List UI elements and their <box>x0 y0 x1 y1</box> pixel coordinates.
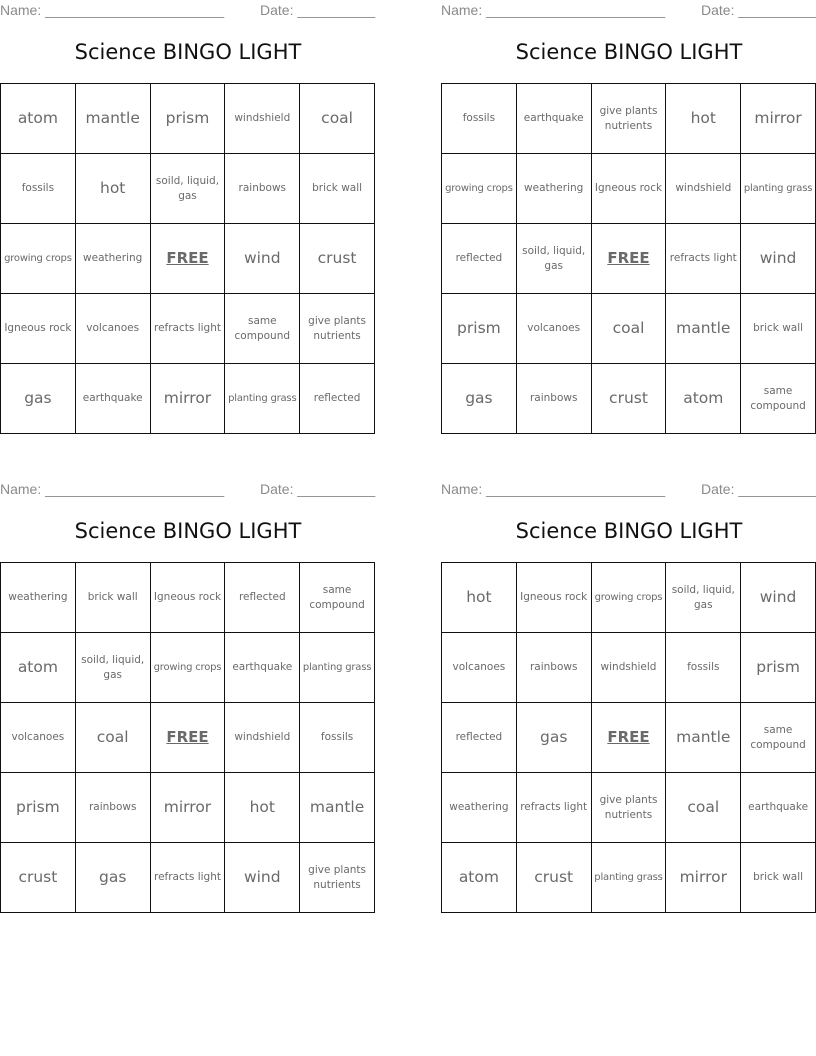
grid-row <box>1 563 375 633</box>
bingo-cell: growing crops <box>150 633 225 703</box>
name-field: Name: _______________________ <box>0 481 225 497</box>
bingo-cell: volcanoes <box>1 703 76 773</box>
bingo-cell: fossils <box>300 703 375 773</box>
bingo-cell: atom <box>1 84 76 154</box>
grid-row <box>1 773 375 843</box>
bingo-cell: hot <box>75 154 150 224</box>
bingo-cell: windshield <box>591 633 666 703</box>
bingo-cell: earthquake <box>516 84 591 154</box>
bingo-cell: volcanoes <box>75 294 150 364</box>
bingo-cell: growing crops <box>1 224 76 294</box>
bingo-cell: gas <box>75 843 150 913</box>
bingo-cell: weathering <box>442 773 517 843</box>
bingo-cell: brick wall <box>741 294 816 364</box>
grid-row <box>442 563 816 633</box>
bingo-cell: soild, liquid, gas <box>150 154 225 224</box>
grid-row <box>442 633 816 703</box>
free-space-cell: FREE <box>591 224 666 294</box>
bingo-cell: soild, liquid, gas <box>666 563 741 633</box>
bingo-grid <box>441 83 816 434</box>
bingo-cell: coal <box>591 294 666 364</box>
bingo-cell: soild, liquid, gas <box>516 224 591 294</box>
bingo-cell: refracts light <box>666 224 741 294</box>
bingo-cell: prism <box>1 773 76 843</box>
bingo-cell: windshield <box>225 703 300 773</box>
bingo-cell: mirror <box>150 364 225 434</box>
bingo-cell: wind <box>741 563 816 633</box>
bingo-cell: brick wall <box>75 563 150 633</box>
grid-row <box>442 843 816 913</box>
card-header <box>441 479 816 501</box>
bingo-cell: gas <box>516 703 591 773</box>
bingo-cell: wind <box>225 843 300 913</box>
card-title: Science BINGO LIGHT <box>515 40 743 64</box>
card-header <box>441 0 816 22</box>
grid-row <box>442 294 816 364</box>
free-space-cell: FREE <box>150 703 225 773</box>
bingo-cell: reflected <box>300 364 375 434</box>
bingo-cell: earthquake <box>225 633 300 703</box>
bingo-grid <box>0 562 375 913</box>
bingo-cell: mirror <box>741 84 816 154</box>
bingo-cell: mirror <box>150 773 225 843</box>
bingo-cell: same compound <box>300 563 375 633</box>
card-header <box>0 0 376 22</box>
free-space-cell: FREE <box>150 224 225 294</box>
card-title: Science BINGO LIGHT <box>74 519 302 543</box>
name-field: Name: _______________________ <box>441 481 666 497</box>
bingo-cell: planting grass <box>741 154 816 224</box>
bingo-cell: mantle <box>666 703 741 773</box>
bingo-cell: reflected <box>442 224 517 294</box>
bingo-cell: give plants nutrients <box>300 843 375 913</box>
bingo-cell: growing crops <box>442 154 517 224</box>
bingo-cell: gas <box>442 364 517 434</box>
bingo-cell: volcanoes <box>442 633 517 703</box>
bingo-cell: prism <box>150 84 225 154</box>
bingo-cell: coal <box>300 84 375 154</box>
grid-row <box>1 703 375 773</box>
bingo-cell: planting grass <box>591 843 666 913</box>
bingo-cell: same compound <box>741 703 816 773</box>
bingo-cell: wind <box>741 224 816 294</box>
bingo-cell: prism <box>442 294 517 364</box>
card-header <box>0 479 376 501</box>
bingo-cell: atom <box>1 633 76 703</box>
bingo-cell: earthquake <box>75 364 150 434</box>
bingo-cell: mantle <box>300 773 375 843</box>
bingo-cell: windshield <box>666 154 741 224</box>
bingo-cell: brick wall <box>300 154 375 224</box>
bingo-cell: rainbows <box>516 364 591 434</box>
grid-row <box>1 154 375 224</box>
bingo-cell: give plants nutrients <box>591 773 666 843</box>
grid-row <box>1 364 375 434</box>
bingo-cell: Igneous rock <box>591 154 666 224</box>
card-title: Science BINGO LIGHT <box>515 519 743 543</box>
grid-row <box>1 84 375 154</box>
bingo-cell: rainbows <box>75 773 150 843</box>
free-space-cell: FREE <box>591 703 666 773</box>
bingo-grid <box>441 562 816 913</box>
bingo-cell: hot <box>442 563 517 633</box>
grid-row <box>1 843 375 913</box>
bingo-cell: fossils <box>442 84 517 154</box>
bingo-cell: fossils <box>1 154 76 224</box>
bingo-cell: give plants nutrients <box>591 84 666 154</box>
bingo-cell: weathering <box>1 563 76 633</box>
date-field: Date: __________ <box>701 2 816 18</box>
date-field: Date: __________ <box>260 481 376 497</box>
bingo-cell: refracts light <box>150 294 225 364</box>
bingo-cell: volcanoes <box>516 294 591 364</box>
bingo-cell: crust <box>1 843 76 913</box>
bingo-cell: prism <box>741 633 816 703</box>
bingo-cell: mantle <box>75 84 150 154</box>
grid-row <box>1 224 375 294</box>
name-field: Name: _______________________ <box>441 2 666 18</box>
grid-row <box>442 224 816 294</box>
bingo-cell: earthquake <box>741 773 816 843</box>
bingo-cell: crust <box>300 224 375 294</box>
date-field: Date: __________ <box>701 481 816 497</box>
bingo-cell: mirror <box>666 843 741 913</box>
bingo-cell: same compound <box>741 364 816 434</box>
bingo-cell: wind <box>225 224 300 294</box>
bingo-cell: reflected <box>442 703 517 773</box>
bingo-cell: rainbows <box>225 154 300 224</box>
bingo-cell: reflected <box>225 563 300 633</box>
bingo-cell: planting grass <box>300 633 375 703</box>
bingo-cell: crust <box>591 364 666 434</box>
bingo-cell: mantle <box>666 294 741 364</box>
bingo-cell: atom <box>442 843 517 913</box>
grid-row <box>442 84 816 154</box>
bingo-cell: growing crops <box>591 563 666 633</box>
grid-row <box>442 773 816 843</box>
bingo-cell: Igneous rock <box>516 563 591 633</box>
bingo-cell: Igneous rock <box>1 294 76 364</box>
bingo-cell: give plants nutrients <box>300 294 375 364</box>
bingo-cell: hot <box>666 84 741 154</box>
bingo-cell: rainbows <box>516 633 591 703</box>
grid-row <box>1 633 375 703</box>
bingo-cell: atom <box>666 364 741 434</box>
bingo-grid <box>0 83 375 434</box>
bingo-cell: weathering <box>516 154 591 224</box>
bingo-cell: refracts light <box>150 843 225 913</box>
bingo-cell: coal <box>666 773 741 843</box>
bingo-cell: gas <box>1 364 76 434</box>
date-field: Date: __________ <box>260 2 376 18</box>
bingo-cell: refracts light <box>516 773 591 843</box>
bingo-cell: brick wall <box>741 843 816 913</box>
bingo-cell: planting grass <box>225 364 300 434</box>
name-field: Name: _______________________ <box>0 2 225 18</box>
bingo-cell: Igneous rock <box>150 563 225 633</box>
grid-row <box>442 154 816 224</box>
bingo-cell: windshield <box>225 84 300 154</box>
bingo-cell: crust <box>516 843 591 913</box>
bingo-cell: coal <box>75 703 150 773</box>
bingo-cell: soild, liquid, gas <box>75 633 150 703</box>
grid-row <box>442 703 816 773</box>
bingo-cell: hot <box>225 773 300 843</box>
grid-row <box>442 364 816 434</box>
bingo-cell: weathering <box>75 224 150 294</box>
bingo-cell: fossils <box>666 633 741 703</box>
bingo-cell: same compound <box>225 294 300 364</box>
card-title: Science BINGO LIGHT <box>74 40 302 64</box>
grid-row <box>1 294 375 364</box>
